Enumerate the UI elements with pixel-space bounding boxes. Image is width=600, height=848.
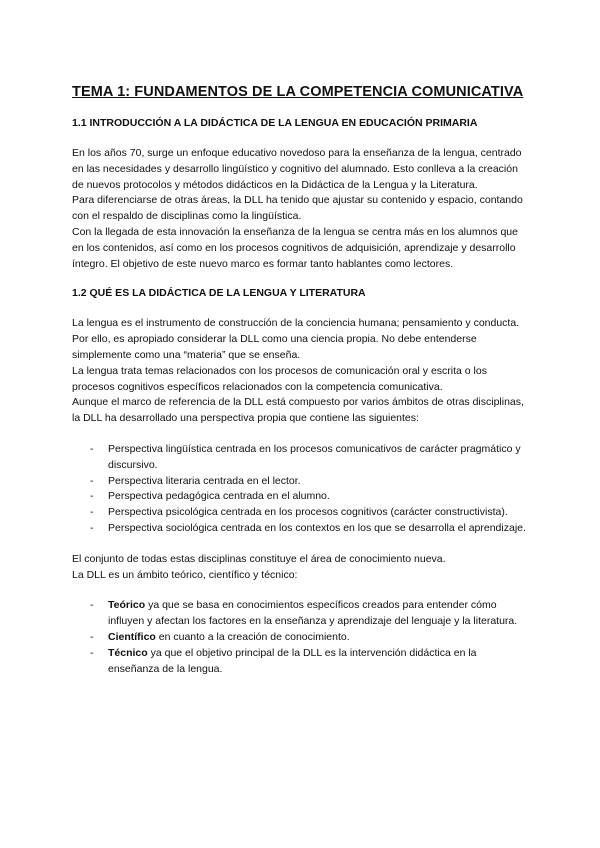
term-description: en cuanto a la creación de conocimiento. bbox=[155, 630, 350, 643]
paragraph: Con la llegada de esta innovación la enseñanza de la lengua se centra más en los alumnos que en los contenidos, así como en los procesos cognitivos de adquisición, aprendizaje y desarrollo íntegro. El objetivo de este nuevo marco es formar tanto hablantes como lectores. bbox=[72, 225, 518, 270]
paragraph: Aunque el marco de referencia de la DLL está compuesto por varios ámbitos de otras disciplinas, la DLL ha desarrollado una perspectiva propia que contiene las siguientes: bbox=[72, 396, 524, 425]
perspectives-list bbox=[72, 442, 528, 537]
paragraph: La lengua es el instrumento de construcción de la conciencia humana; pensamiento y conducta. Por ello, es apropiado considerar la DLL como una ciencia propia. No debe entenderse simplemente como una “materia” que se enseña. bbox=[72, 317, 520, 361]
paragraph: Para diferenciarse de otras áreas, la DLL ha tenido que ajustar su contenido y espacio, contando con el respaldo de disciplinas como la lingüística. bbox=[72, 194, 523, 223]
term: Teórico bbox=[108, 599, 146, 612]
document-title: TEMA 1: FUNDAMENTOS DE LA COMPETENCIA COMUNICATIVA bbox=[72, 84, 524, 100]
paragraph: El conjunto de todas estas disciplinas constituye el área de conocimiento nueva. bbox=[72, 552, 446, 565]
section-1-heading: 1.1 INTRODUCCIÓN A LA DIDÁCTICA DE LA LENGUA EN EDUCACIÓN PRIMARIA bbox=[72, 117, 478, 129]
paragraph: La lengua trata temas relacionados con los procesos de comunicación oral y escrita o los procesos cognitivos específicos relacionados con la competencia comunicativa. bbox=[72, 364, 487, 393]
paragraph: En los años 70, surge un enfoque educativo novedoso para la enseñanza de la lengua, centrado en las necesidades y desarrollo lingüístico y cognitivo del alumnado. Esto conlleva a la creación de nuevos protocolos y métodos didácticos en la Didáctica de la Lengua y la Literatura. bbox=[72, 147, 522, 191]
term-description: ya que el objetivo principal de la DLL es la intervención didáctica en la enseñanza de la lengua. bbox=[108, 646, 477, 675]
term: Científico bbox=[108, 630, 156, 643]
term: Técnico bbox=[108, 646, 148, 659]
list-item: - Perspectiva psicológica centrada en los procesos cognitivos (carácter constructivista). bbox=[108, 505, 528, 521]
list-item: - Perspectiva lingüística centrada en los procesos comunicativos de carácter pragmático y discursivo. bbox=[108, 442, 528, 474]
document-page bbox=[72, 84, 528, 692]
term-description: ya que se basa en conocimientos específicos creados para entender cómo influyen y afectan los factores en la enseñanza y aprendizaje del lenguaje y la literatura. bbox=[108, 599, 518, 628]
list-item: - Perspectiva pedagógica centrada en el alumno. bbox=[108, 489, 528, 505]
list-item bbox=[108, 646, 528, 678]
list-item: - Perspectiva literaria centrada en el lector. bbox=[108, 474, 528, 490]
list-item: - Perspectiva sociológica centrada en los contextos en los que se desarrolla el aprendizaje. bbox=[108, 521, 528, 537]
closing-text bbox=[72, 552, 528, 584]
list-item bbox=[108, 598, 528, 630]
section-2-heading: 1.2 QUÉ ES LA DIDÁCTICA DE LA LENGUA Y LITERATURA bbox=[72, 287, 366, 300]
section-2-body bbox=[72, 316, 528, 427]
features-list bbox=[72, 598, 528, 677]
paragraph: La DLL es un ámbito teórico, científico y técnico: bbox=[72, 568, 298, 581]
list-item bbox=[108, 630, 528, 646]
section-1-body bbox=[72, 146, 528, 272]
